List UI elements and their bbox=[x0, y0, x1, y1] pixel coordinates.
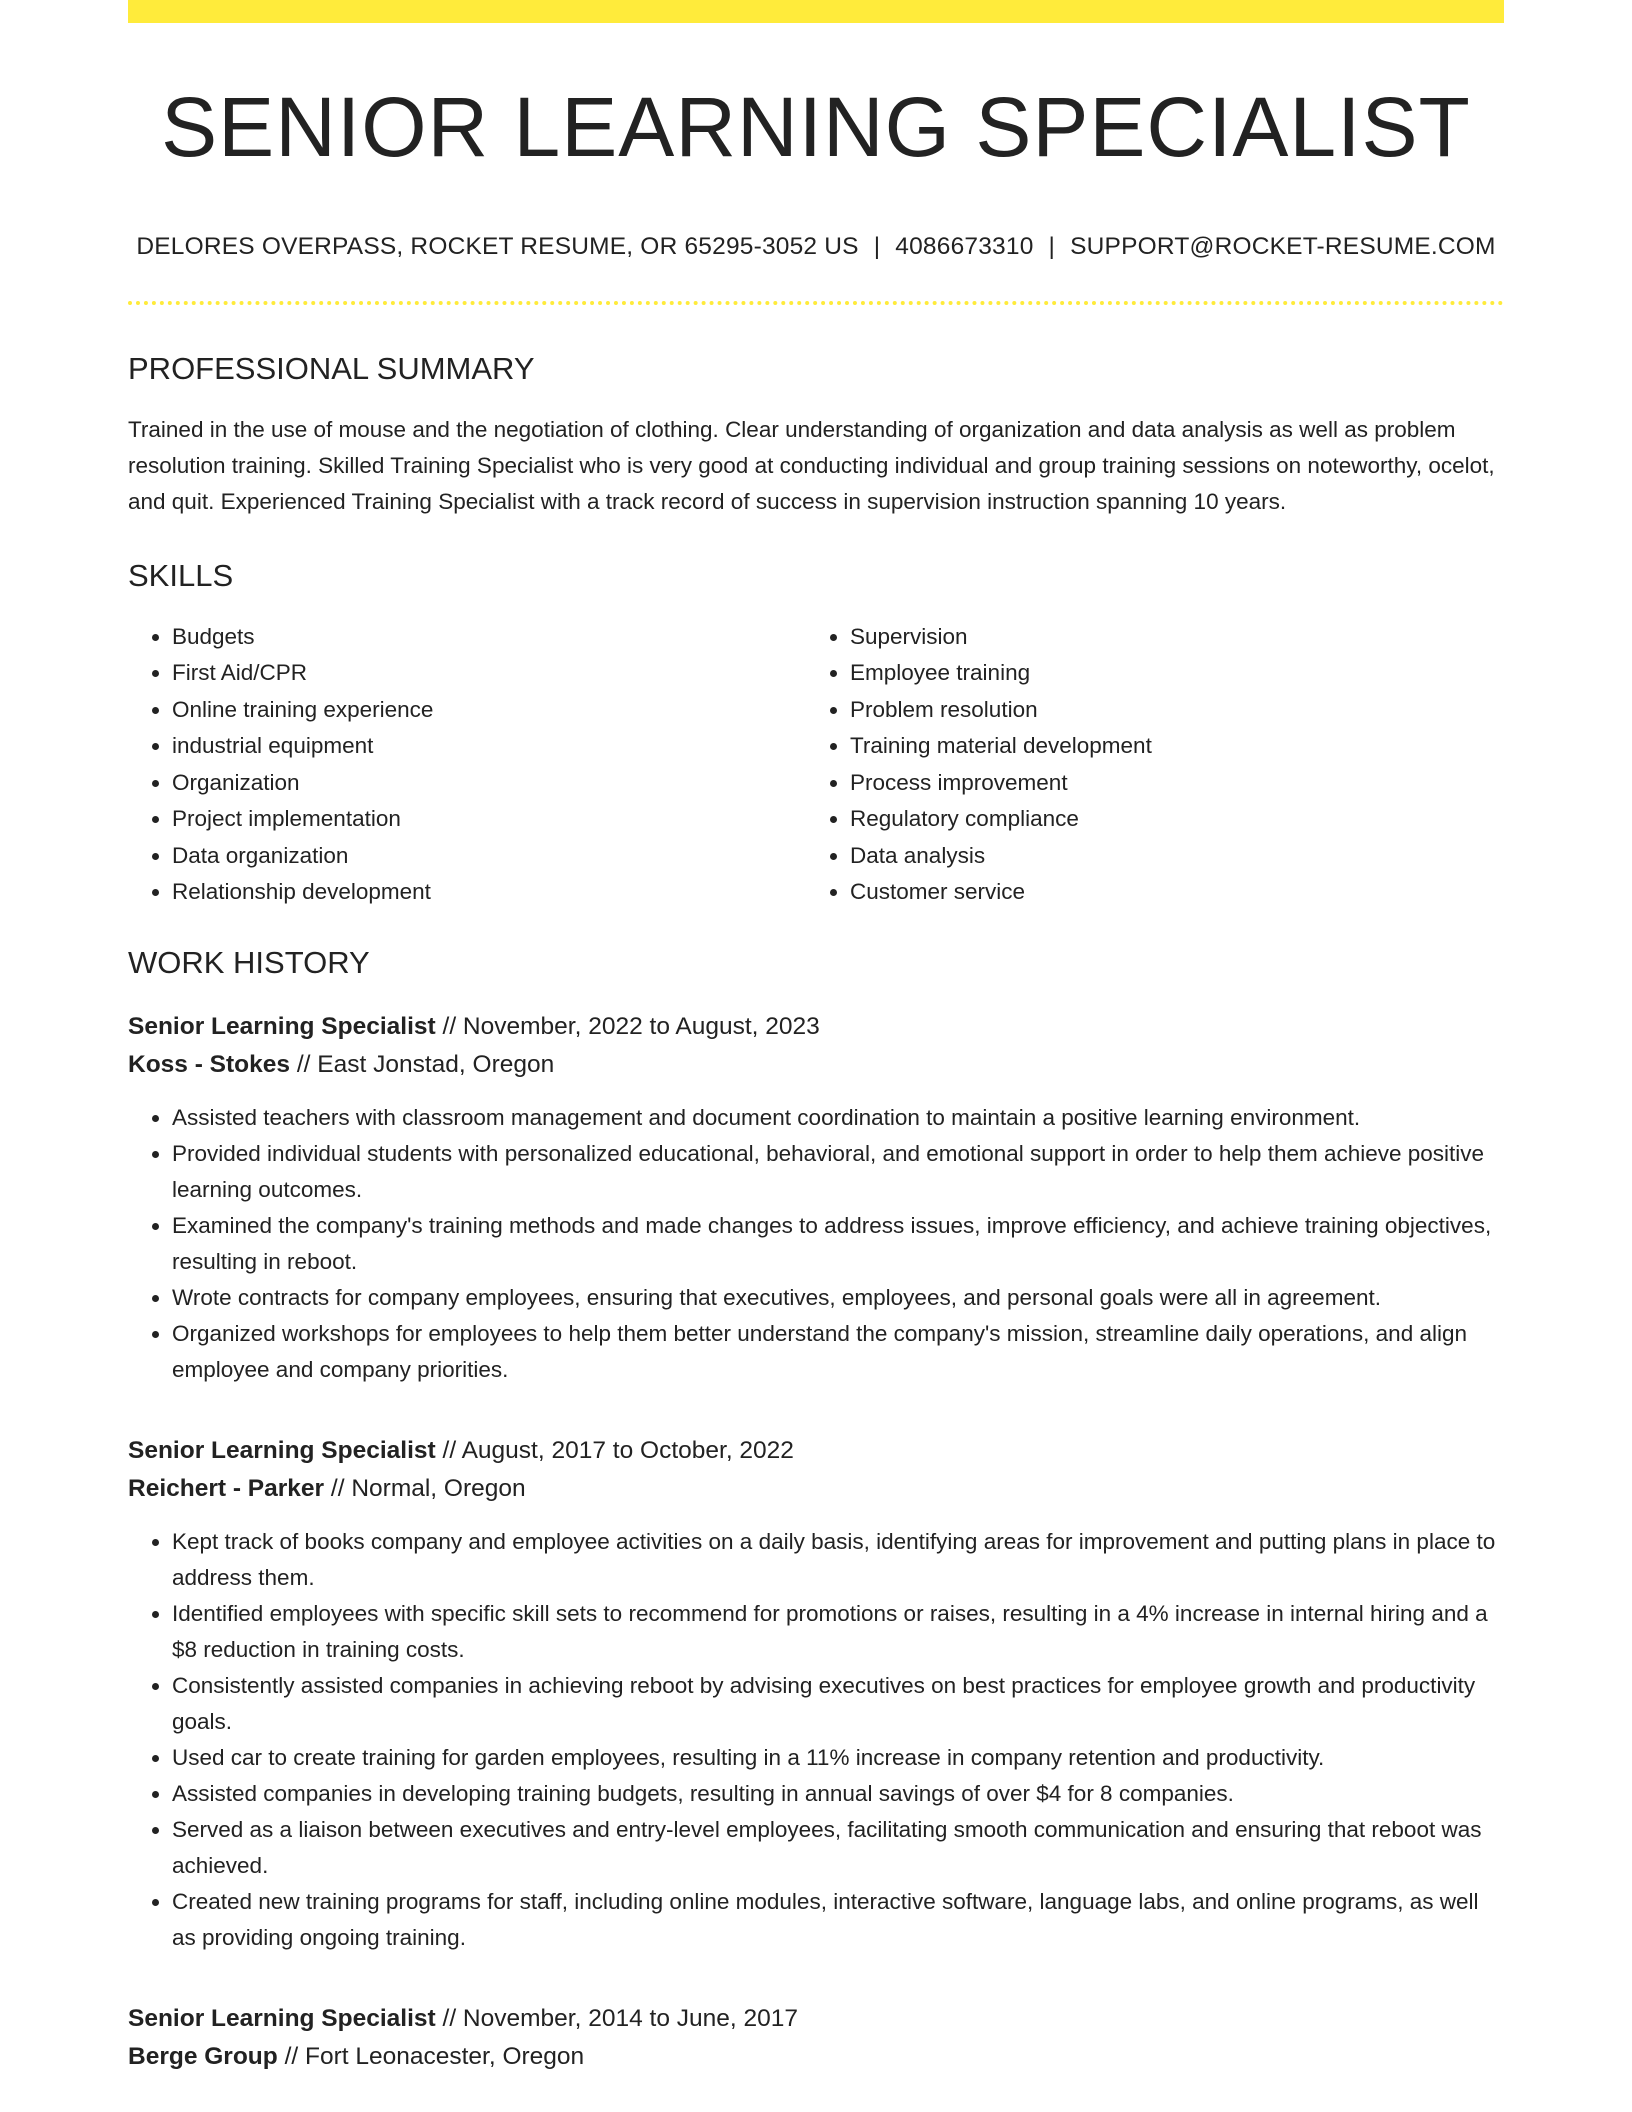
skills-column-right bbox=[806, 619, 1484, 911]
job-title: Senior Learning Specialist bbox=[128, 2004, 436, 2032]
job-bullets bbox=[128, 1100, 1504, 1388]
job-bullet: • Served as a liaison between executives and entry-level employees, facilitating smooth communication and ensuring that reboot was achieved. bbox=[172, 1812, 1504, 1884]
contact-separator: | bbox=[873, 233, 881, 260]
skill-item: • Budgets bbox=[172, 619, 806, 656]
skill-item: • Customer service bbox=[850, 874, 1484, 911]
contact-line bbox=[128, 235, 1504, 260]
contact-phone: 4086673310 bbox=[895, 233, 1034, 260]
summary-text: Trained in the use of mouse and the negotiation of clothing. Clear understanding of organization and data analysis as well as problem resolution training. Skilled Training Specialist who is very good at conducting individual and group training sessions on noteworthy, ocelot, and quit. Experienced Training Specialist with a track record of success in supervision instruction spanning 10 years. bbox=[128, 416, 1495, 514]
job-title-line bbox=[128, 2000, 1504, 2038]
section-title-skills: SKILLS bbox=[128, 557, 234, 593]
job-company: Reichert - Parker bbox=[128, 1474, 325, 1502]
skill-item: • Data organization bbox=[172, 838, 806, 875]
skill-item: • First Aid/CPR bbox=[172, 655, 806, 692]
accent-top-bar bbox=[128, 0, 1504, 23]
resume-name: SENIOR LEARNING SPECIALIST bbox=[161, 80, 1471, 174]
job-location: // East Jonstad, Oregon bbox=[296, 1050, 555, 1078]
dotted-divider bbox=[128, 301, 1504, 305]
skill-item: • industrial equipment bbox=[172, 728, 806, 765]
job-bullet: • Used car to create training for garden employees, resulting in a 11% increase in company retention and productivity. bbox=[172, 1740, 1504, 1776]
job-bullet: • Wrote contracts for company employees, ensuring that executives, employees, and personal goals were all in agreement. bbox=[172, 1280, 1504, 1316]
job-company: Berge Group bbox=[128, 2042, 278, 2070]
section-title-summary: PROFESSIONAL SUMMARY bbox=[128, 350, 535, 386]
job-bullet: • Assisted teachers with classroom management and document coordination to maintain a positive learning environment. bbox=[172, 1100, 1504, 1136]
skill-item: • Project implementation bbox=[172, 801, 806, 838]
skill-item: • Regulatory compliance bbox=[850, 801, 1484, 838]
skill-item: • Employee training bbox=[850, 655, 1484, 692]
job-company-line bbox=[128, 1470, 1504, 1508]
job-bullet: • Identified employees with specific skill sets to recommend for promotions or raises, resulting in a 4% increase in internal hiring and a $8 reduction in training costs. bbox=[172, 1596, 1504, 1668]
job-location: // Fort Leonacester, Oregon bbox=[284, 2042, 585, 2070]
resume-page bbox=[128, 0, 1504, 2076]
job-bullet: • Examined the company's training methods and made changes to address issues, improve efficiency, and achieve training objectives, resulting in reboot. bbox=[172, 1208, 1504, 1280]
job-dates: // August, 2017 to October, 2022 bbox=[442, 1436, 794, 1464]
job-bullet: • Provided individual students with personalized educational, behavioral, and emotional support in order to help them achieve positive learning outcomes. bbox=[172, 1136, 1504, 1208]
skill-item: • Online training experience bbox=[172, 692, 806, 729]
skill-item: • Problem resolution bbox=[850, 692, 1484, 729]
job-entry bbox=[128, 1432, 1504, 1956]
job-entry bbox=[128, 1008, 1504, 1388]
job-title: Senior Learning Specialist bbox=[128, 1012, 436, 1040]
job-bullet: • Kept track of books company and employee activities on a daily basis, identifying areas for improvement and putting plans in place to address them. bbox=[172, 1524, 1504, 1596]
job-bullet: • Created new training programs for staff, including online modules, interactive software, language labs, and online programs, as well as providing ongoing training. bbox=[172, 1884, 1504, 1956]
job-bullet: • Assisted companies in developing training budgets, resulting in annual savings of over $4 for 8 companies. bbox=[172, 1776, 1504, 1812]
skill-item: • Supervision bbox=[850, 619, 1484, 656]
contact-separator: | bbox=[1048, 233, 1056, 260]
job-title-line bbox=[128, 1008, 1504, 1046]
skill-item: • Organization bbox=[172, 765, 806, 802]
skill-item: • Relationship development bbox=[172, 874, 806, 911]
job-company-line bbox=[128, 1046, 1504, 1084]
job-location: // Normal, Oregon bbox=[330, 1474, 526, 1502]
skill-item: • Training material development bbox=[850, 728, 1484, 765]
skills-list bbox=[128, 619, 1504, 911]
job-bullets bbox=[128, 1524, 1504, 1956]
job-bullet: • Consistently assisted companies in achieving reboot by advising executives on best practices for employee growth and productivity goals. bbox=[172, 1668, 1504, 1740]
job-bullet: • Organized workshops for employees to help them better understand the company's mission, streamline daily operations, and align employee and company priorities. bbox=[172, 1316, 1504, 1388]
contact-email: SUPPORT@ROCKET-RESUME.COM bbox=[1070, 233, 1496, 260]
section-title-work-history: WORK HISTORY bbox=[128, 944, 370, 980]
job-dates: // November, 2014 to June, 2017 bbox=[442, 2004, 799, 2032]
job-title: Senior Learning Specialist bbox=[128, 1436, 436, 1464]
job-company-line bbox=[128, 2038, 1504, 2076]
skill-item: • Data analysis bbox=[850, 838, 1484, 875]
job-company: Koss - Stokes bbox=[128, 1050, 291, 1078]
job-entry bbox=[128, 2000, 1504, 2076]
skills-column-left bbox=[128, 619, 806, 911]
skill-item: • Process improvement bbox=[850, 765, 1484, 802]
contact-address: DELORES OVERPASS, ROCKET RESUME, OR 65295-3052 US bbox=[136, 233, 859, 260]
job-title-line bbox=[128, 1432, 1504, 1470]
job-dates: // November, 2022 to August, 2023 bbox=[442, 1012, 820, 1040]
